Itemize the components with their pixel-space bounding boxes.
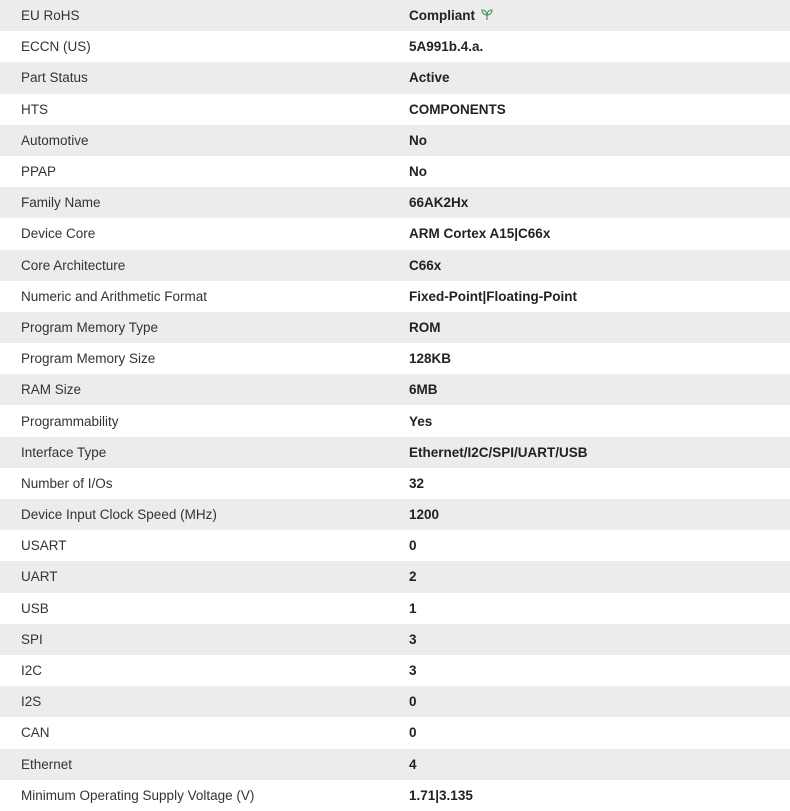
spec-label: CAN bbox=[21, 725, 50, 741]
spec-row-uart bbox=[0, 561, 790, 592]
spec-value: ARM Cortex A15|C66x bbox=[409, 226, 551, 242]
spec-row-core-architecture bbox=[0, 250, 790, 281]
spec-value: Fixed-Point|Floating-Point bbox=[409, 288, 578, 304]
spec-label: SPI bbox=[21, 631, 43, 647]
spec-value: 6MB bbox=[409, 382, 438, 398]
spec-label: EU RoHS bbox=[21, 8, 80, 24]
spec-value: 128KB bbox=[409, 351, 452, 367]
spec-value: 0 bbox=[409, 538, 417, 554]
spec-row-programmability bbox=[0, 405, 790, 436]
spec-label: Device Core bbox=[21, 226, 96, 242]
spec-row-part-status bbox=[0, 62, 790, 93]
spec-row-i2c bbox=[0, 655, 790, 686]
spec-row-i2s bbox=[0, 686, 790, 717]
spec-row-eccn bbox=[0, 31, 790, 62]
spec-value: 32 bbox=[409, 475, 425, 491]
spec-label: Interface Type bbox=[21, 444, 107, 460]
spec-label: ECCN (US) bbox=[21, 39, 91, 55]
spec-row-program-memory-size bbox=[0, 343, 790, 374]
spec-row-device-core bbox=[0, 218, 790, 249]
spec-value: Active bbox=[409, 70, 450, 86]
spec-label: USB bbox=[21, 600, 49, 616]
spec-value: 1 bbox=[409, 600, 417, 616]
spec-label: Number of I/Os bbox=[21, 475, 113, 491]
spec-label: Automotive bbox=[21, 132, 89, 148]
spec-label: Program Memory Size bbox=[21, 351, 156, 367]
spec-row-ram-size bbox=[0, 374, 790, 405]
spec-label: PPAP bbox=[21, 164, 57, 180]
spec-row-clock-speed bbox=[0, 499, 790, 530]
spec-label: Family Name bbox=[21, 195, 101, 211]
spec-value: 0 bbox=[409, 694, 417, 710]
spec-label: USART bbox=[21, 538, 67, 554]
spec-value: C66x bbox=[409, 257, 442, 273]
spec-value: 66AK2Hx bbox=[409, 195, 469, 211]
spec-row-program-memory-type bbox=[0, 312, 790, 343]
spec-label: Minimum Operating Supply Voltage (V) bbox=[21, 787, 255, 803]
spec-value: 3 bbox=[409, 663, 417, 679]
spec-label: Numeric and Arithmetic Format bbox=[21, 288, 208, 304]
spec-row-min-supply-voltage bbox=[0, 780, 790, 811]
spec-value: 0 bbox=[409, 725, 417, 741]
spec-value: 1.71|3.135 bbox=[409, 787, 473, 803]
spec-value: COMPONENTS bbox=[409, 101, 506, 117]
spec-label: HTS bbox=[21, 101, 48, 117]
spec-label: UART bbox=[21, 569, 58, 585]
spec-value: 2 bbox=[409, 569, 417, 585]
spec-row-usb bbox=[0, 593, 790, 624]
spec-value: No bbox=[409, 164, 427, 180]
leaf-icon bbox=[480, 9, 494, 24]
spec-row-interface-type bbox=[0, 437, 790, 468]
spec-label: RAM Size bbox=[21, 382, 82, 398]
spec-row-hts bbox=[0, 94, 790, 125]
spec-row-number-of-ios bbox=[0, 468, 790, 499]
spec-row-numeric-format bbox=[0, 281, 790, 312]
spec-value: Yes bbox=[409, 413, 433, 429]
spec-row-can bbox=[0, 717, 790, 748]
spec-label: Program Memory Type bbox=[21, 319, 159, 335]
spec-label: Programmability bbox=[21, 413, 119, 429]
spec-label: Core Architecture bbox=[21, 257, 126, 273]
spec-label: I2C bbox=[21, 663, 43, 679]
spec-value: Ethernet/I2C/SPI/UART/USB bbox=[409, 444, 588, 460]
spec-value: 3 bbox=[409, 631, 417, 647]
spec-value-cell bbox=[409, 0, 790, 31]
spec-value: 4 bbox=[409, 756, 417, 772]
spec-label: Part Status bbox=[21, 70, 88, 86]
spec-row-ethernet bbox=[0, 749, 790, 780]
spec-label: I2S bbox=[21, 694, 42, 710]
spec-row-family-name bbox=[0, 187, 790, 218]
spec-row-eu-rohs bbox=[0, 0, 790, 31]
spec-row-automotive bbox=[0, 125, 790, 156]
spec-row-ppap bbox=[0, 156, 790, 187]
spec-value: 1200 bbox=[409, 507, 440, 523]
spec-row-spi bbox=[0, 624, 790, 655]
spec-value: 5A991b.4.a. bbox=[409, 39, 484, 55]
spec-label: Device Input Clock Speed (MHz) bbox=[21, 507, 217, 523]
spec-value: Compliant bbox=[409, 7, 475, 23]
spec-value: ROM bbox=[409, 319, 441, 335]
spec-row-usart bbox=[0, 530, 790, 561]
spec-value: No bbox=[409, 132, 427, 148]
spec-label: Ethernet bbox=[21, 756, 73, 772]
